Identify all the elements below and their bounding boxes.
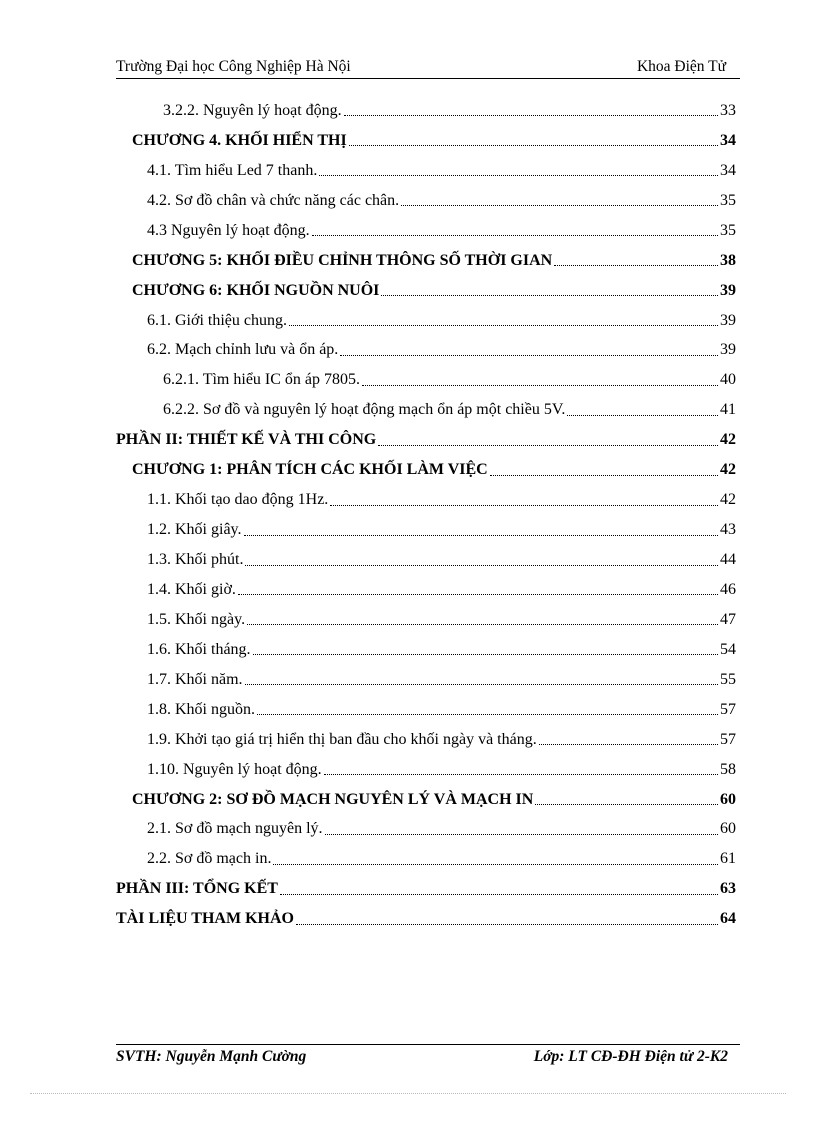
toc-entry[interactable] (116, 575, 736, 605)
toc-dot-leader (344, 115, 718, 116)
toc-entry[interactable] (116, 725, 736, 755)
toc-entry-title: CHƯƠNG 4. KHỐI HIỂN THỊ (132, 131, 347, 149)
toc-entry[interactable] (116, 455, 736, 485)
toc-entry-page: 39 (720, 311, 736, 329)
toc-entry-page: 54 (720, 640, 736, 658)
toc-entry-page: 38 (720, 251, 736, 269)
toc-entry-title: 1.3. Khối phút. (147, 551, 244, 569)
toc-dot-leader (401, 205, 718, 206)
toc-entry[interactable] (116, 665, 736, 695)
toc-entry-page: 42 (720, 431, 736, 449)
toc-entry[interactable] (116, 246, 736, 276)
toc-entry-page: 55 (720, 670, 736, 688)
toc-entry-page: 44 (720, 551, 736, 569)
toc-entry-title: CHƯƠNG 2: SƠ ĐỒ MẠCH NGUYÊN LÝ VÀ MẠCH IN (132, 790, 534, 808)
toc-dot-leader (245, 565, 718, 566)
toc-dot-leader (238, 594, 718, 595)
toc-entry-title: 6.1. Giới thiệu chung. (147, 311, 287, 329)
toc-dot-leader (378, 445, 718, 446)
toc-entry[interactable] (116, 216, 736, 246)
toc-dot-leader (325, 834, 718, 835)
toc-entry-page: 43 (720, 521, 736, 539)
toc-dot-leader (349, 145, 718, 146)
toc-entry[interactable] (116, 785, 736, 815)
toc-entry[interactable] (116, 695, 736, 725)
toc-dot-leader (244, 535, 718, 536)
faculty-name: Khoa Điện Tử (636, 58, 726, 75)
toc-entry[interactable] (116, 186, 736, 216)
toc-entry-page: 33 (720, 101, 736, 119)
toc-entry-title: CHƯƠNG 5: KHỐI ĐIỀU CHỈNH THÔNG SỐ THỜI GIAN (132, 251, 553, 269)
toc-entry-page: 57 (720, 700, 736, 718)
toc-entry-title: TÀI LIỆU THAM KHẢO (116, 910, 294, 928)
toc-dot-leader (535, 804, 718, 805)
toc-entry-title: 1.2. Khối giây. (147, 521, 242, 539)
toc-entry[interactable] (116, 844, 736, 874)
toc-dot-leader (289, 325, 718, 326)
toc-entry[interactable] (116, 874, 736, 904)
toc-entry-title: 1.9. Khởi tạo giá trị hiển thị ban đầu cho khối ngày và tháng. (147, 730, 537, 748)
toc-dot-leader (257, 714, 718, 715)
toc-entry-title: PHẦN III: TỔNG KẾT (116, 880, 278, 898)
toc-entry-page: 34 (720, 161, 736, 179)
toc-entry-title: 1.10. Nguyên lý hoạt động. (147, 760, 322, 778)
toc-entry[interactable] (116, 485, 736, 515)
toc-entry-title: 1.4. Khối giờ. (147, 580, 236, 598)
toc-dot-leader (319, 175, 718, 176)
toc-entry-page: 60 (720, 820, 736, 838)
toc-entry[interactable] (116, 904, 736, 934)
toc-entry-title: 1.1. Khối tạo dao động 1Hz. (147, 491, 329, 509)
toc-entry[interactable] (116, 306, 736, 336)
toc-entry-title: 4.1. Tìm hiểu Led 7 thanh. (147, 161, 318, 179)
toc-entry-page: 46 (720, 580, 736, 598)
toc-entry-title: 1.6. Khối tháng. (147, 640, 251, 658)
toc-entry-page: 40 (720, 371, 736, 389)
toc-dot-leader (280, 894, 718, 895)
toc-entry[interactable] (116, 815, 736, 845)
toc-entry-page: 60 (720, 790, 736, 808)
toc-entry-page: 34 (720, 131, 736, 149)
toc-entry-title: 3.2.2. Nguyên lý hoạt động. (163, 101, 342, 119)
toc-entry[interactable] (116, 156, 736, 186)
class-name: Lớp: LT CĐ-ĐH Điện tử 2-K2 (533, 1048, 728, 1065)
toc-dot-leader (362, 385, 718, 386)
toc-entry-title: 6.2.1. Tìm hiểu IC ổn áp 7805. (163, 371, 361, 389)
toc-entry[interactable] (116, 425, 736, 455)
toc-entry[interactable] (116, 96, 736, 126)
toc-entry[interactable] (116, 755, 736, 785)
toc-entry-title: 6.2.2. Sơ đồ và nguyên lý hoạt động mạch ổn áp một chiều 5V. (163, 401, 566, 419)
toc-entry-title: CHƯƠNG 1: PHÂN TÍCH CÁC KHỐI LÀM VIỆC (132, 461, 488, 479)
toc-entry-title: 2.2. Sơ đồ mạch in. (147, 850, 272, 868)
toc-entry[interactable] (116, 545, 736, 575)
toc-dot-leader (253, 654, 718, 655)
toc-entry-title: 1.8. Khối nguồn. (147, 700, 255, 718)
toc-entry[interactable] (116, 395, 736, 425)
school-name: Trường Đại học Công Nghiệp Hà Nội (116, 58, 351, 75)
toc-entry-title: PHẦN II: THIẾT KẾ VÀ THI CÔNG (116, 431, 377, 449)
toc-entry-page: 35 (720, 221, 736, 239)
toc-entry-title: 1.5. Khối ngày. (147, 610, 246, 628)
student-name: SVTH: Nguyễn Mạnh Cường (116, 1048, 307, 1065)
toc-entry[interactable] (116, 276, 736, 306)
toc-entry-page: 39 (720, 341, 736, 359)
toc-entry-page: 42 (720, 461, 736, 479)
toc-entry-title: 4.3 Nguyên lý hoạt động. (147, 221, 310, 239)
toc-entry-page: 35 (720, 191, 736, 209)
toc-entry[interactable] (116, 605, 736, 635)
toc-entry-page: 61 (720, 850, 736, 868)
toc-entry-page: 41 (720, 401, 736, 419)
toc-dot-leader (381, 295, 718, 296)
toc-entry-title: CHƯƠNG 6: KHỐI NGUỒN NUÔI (132, 281, 380, 299)
toc-entry-title: 6.2. Mạch chỉnh lưu và ổn áp. (147, 341, 339, 359)
toc-entry-page: 42 (720, 491, 736, 509)
toc-dot-leader (312, 235, 718, 236)
toc-dot-leader (273, 864, 718, 865)
toc-entry-title: 2.1. Sơ đồ mạch nguyên lý. (147, 820, 323, 838)
toc-entry[interactable] (116, 635, 736, 665)
toc-entry-page: 47 (720, 610, 736, 628)
toc-dot-leader (554, 265, 718, 266)
toc-dot-leader (324, 774, 718, 775)
toc-entry[interactable] (116, 365, 736, 395)
toc-entry[interactable] (116, 515, 736, 545)
toc-dot-leader (340, 355, 718, 356)
toc-dot-leader (490, 475, 718, 476)
page-footer (116, 1044, 740, 1069)
page-edge-divider (30, 1093, 786, 1094)
toc-entry-page: 57 (720, 730, 736, 748)
page-header (116, 56, 740, 79)
toc-entry-title: 4.2. Sơ đồ chân và chức năng các chân. (147, 191, 400, 209)
toc-entry-title: 1.7. Khối năm. (147, 670, 243, 688)
toc-dot-leader (245, 684, 718, 685)
toc-entry-page: 63 (720, 880, 736, 898)
toc-dot-leader (296, 924, 718, 925)
toc-dot-leader (247, 624, 718, 625)
toc-entry-page: 39 (720, 281, 736, 299)
toc-dot-leader (567, 415, 718, 416)
toc-dot-leader (539, 744, 718, 745)
toc-entry[interactable] (116, 126, 736, 156)
toc-entry[interactable] (116, 336, 736, 366)
toc-entry-page: 58 (720, 760, 736, 778)
toc-entry-page: 64 (720, 910, 736, 928)
table-of-contents (116, 96, 736, 934)
toc-dot-leader (330, 505, 718, 506)
